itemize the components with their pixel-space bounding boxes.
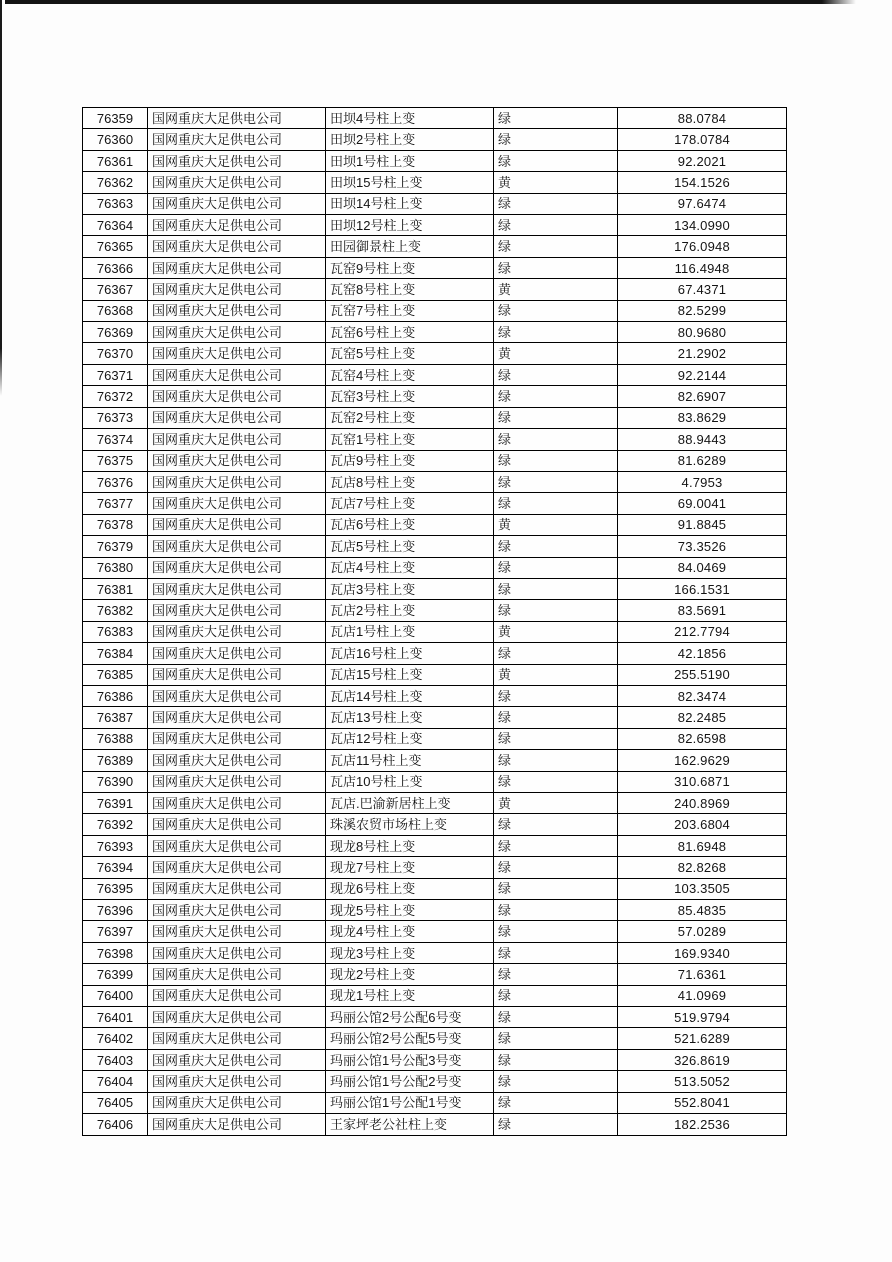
cell-status: 绿 bbox=[494, 236, 618, 257]
cell-company: 国网重庆大足供电公司 bbox=[148, 536, 326, 557]
table-row bbox=[83, 236, 787, 257]
cell-id: 76398 bbox=[83, 942, 148, 963]
cell-company: 国网重庆大足供电公司 bbox=[148, 685, 326, 706]
cell-name: 瓦窑9号柱上变 bbox=[326, 257, 494, 278]
cell-status: 黄 bbox=[494, 343, 618, 364]
cell-id: 76362 bbox=[83, 172, 148, 193]
cell-id: 76367 bbox=[83, 279, 148, 300]
cell-status: 绿 bbox=[494, 493, 618, 514]
cell-status: 绿 bbox=[494, 215, 618, 236]
cell-id: 76392 bbox=[83, 814, 148, 835]
cell-value: 82.5299 bbox=[618, 300, 787, 321]
cell-company: 国网重庆大足供电公司 bbox=[148, 215, 326, 236]
cell-id: 76399 bbox=[83, 964, 148, 985]
cell-company: 国网重庆大足供电公司 bbox=[148, 814, 326, 835]
table-row bbox=[83, 1028, 787, 1049]
cell-company: 国网重庆大足供电公司 bbox=[148, 364, 326, 385]
cell-id: 76396 bbox=[83, 900, 148, 921]
cell-id: 76397 bbox=[83, 921, 148, 942]
cell-value: 513.5052 bbox=[618, 1071, 787, 1092]
cell-value: 4.7953 bbox=[618, 471, 787, 492]
table-row bbox=[83, 279, 787, 300]
cell-id: 76378 bbox=[83, 514, 148, 535]
cell-status: 绿 bbox=[494, 322, 618, 343]
cell-value: 212.7794 bbox=[618, 621, 787, 642]
cell-status: 绿 bbox=[494, 1114, 618, 1136]
cell-value: 83.8629 bbox=[618, 407, 787, 428]
table-row bbox=[83, 172, 787, 193]
cell-value: 82.3474 bbox=[618, 685, 787, 706]
cell-id: 76383 bbox=[83, 621, 148, 642]
table-row bbox=[83, 557, 787, 578]
cell-company: 国网重庆大足供电公司 bbox=[148, 878, 326, 899]
table-row bbox=[83, 835, 787, 856]
cell-value: 103.3505 bbox=[618, 878, 787, 899]
cell-company: 国网重庆大足供电公司 bbox=[148, 450, 326, 471]
cell-value: 82.2485 bbox=[618, 707, 787, 728]
cell-name: 现龙2号柱上变 bbox=[326, 964, 494, 985]
cell-value: 166.1531 bbox=[618, 578, 787, 599]
cell-name: 田坝14号柱上变 bbox=[326, 193, 494, 214]
cell-name: 瓦店1号柱上变 bbox=[326, 621, 494, 642]
cell-company: 国网重庆大足供电公司 bbox=[148, 150, 326, 171]
cell-value: 326.8619 bbox=[618, 1049, 787, 1070]
cell-id: 76381 bbox=[83, 578, 148, 599]
table-row bbox=[83, 1071, 787, 1092]
cell-status: 绿 bbox=[494, 685, 618, 706]
cell-id: 76385 bbox=[83, 664, 148, 685]
cell-company: 国网重庆大足供电公司 bbox=[148, 172, 326, 193]
cell-name: 瓦窑4号柱上变 bbox=[326, 364, 494, 385]
cell-company: 国网重庆大足供电公司 bbox=[148, 386, 326, 407]
table-row bbox=[83, 878, 787, 899]
cell-value: 92.2021 bbox=[618, 150, 787, 171]
cell-value: 82.6907 bbox=[618, 386, 787, 407]
cell-value: 73.3526 bbox=[618, 536, 787, 557]
cell-id: 76374 bbox=[83, 429, 148, 450]
cell-id: 76364 bbox=[83, 215, 148, 236]
cell-company: 国网重庆大足供电公司 bbox=[148, 900, 326, 921]
table-row bbox=[83, 407, 787, 428]
cell-value: 82.8268 bbox=[618, 857, 787, 878]
cell-status: 绿 bbox=[494, 364, 618, 385]
cell-name: 瓦窑7号柱上变 bbox=[326, 300, 494, 321]
cell-value: 178.0784 bbox=[618, 129, 787, 150]
cell-name: 瓦窑8号柱上变 bbox=[326, 279, 494, 300]
cell-company: 国网重庆大足供电公司 bbox=[148, 279, 326, 300]
table-row bbox=[83, 985, 787, 1006]
cell-status: 绿 bbox=[494, 1071, 618, 1092]
table-row bbox=[83, 643, 787, 664]
cell-id: 76390 bbox=[83, 771, 148, 792]
cell-id: 76366 bbox=[83, 257, 148, 278]
cell-id: 76387 bbox=[83, 707, 148, 728]
cell-value: 92.2144 bbox=[618, 364, 787, 385]
cell-value: 162.9629 bbox=[618, 750, 787, 771]
cell-company: 国网重庆大足供电公司 bbox=[148, 643, 326, 664]
cell-value: 134.0990 bbox=[618, 215, 787, 236]
table-row bbox=[83, 664, 787, 685]
cell-company: 国网重庆大足供电公司 bbox=[148, 835, 326, 856]
cell-company: 国网重庆大足供电公司 bbox=[148, 793, 326, 814]
cell-name: 瓦店8号柱上变 bbox=[326, 471, 494, 492]
cell-id: 76368 bbox=[83, 300, 148, 321]
cell-name: 瓦店14号柱上变 bbox=[326, 685, 494, 706]
page-top-edge-bar bbox=[5, 0, 856, 4]
cell-status: 绿 bbox=[494, 1007, 618, 1028]
cell-name: 瓦店4号柱上变 bbox=[326, 557, 494, 578]
cell-company: 国网重庆大足供电公司 bbox=[148, 1071, 326, 1092]
cell-id: 76379 bbox=[83, 536, 148, 557]
table-row bbox=[83, 493, 787, 514]
cell-status: 绿 bbox=[494, 429, 618, 450]
cell-value: 182.2536 bbox=[618, 1114, 787, 1136]
cell-value: 83.5691 bbox=[618, 600, 787, 621]
cell-value: 81.6289 bbox=[618, 450, 787, 471]
cell-id: 76365 bbox=[83, 236, 148, 257]
cell-value: 240.8969 bbox=[618, 793, 787, 814]
cell-status: 绿 bbox=[494, 193, 618, 214]
cell-status: 绿 bbox=[494, 900, 618, 921]
table-row bbox=[83, 1114, 787, 1136]
cell-value: 88.9443 bbox=[618, 429, 787, 450]
cell-status: 绿 bbox=[494, 407, 618, 428]
table-row bbox=[83, 386, 787, 407]
cell-name: 瓦店2号柱上变 bbox=[326, 600, 494, 621]
cell-company: 国网重庆大足供电公司 bbox=[148, 108, 326, 129]
cell-name: 瓦窑3号柱上变 bbox=[326, 386, 494, 407]
cell-status: 绿 bbox=[494, 857, 618, 878]
cell-name: 现龙5号柱上变 bbox=[326, 900, 494, 921]
cell-name: 现龙8号柱上变 bbox=[326, 835, 494, 856]
cell-status: 黄 bbox=[494, 279, 618, 300]
table-row bbox=[83, 450, 787, 471]
cell-status: 绿 bbox=[494, 471, 618, 492]
cell-status: 绿 bbox=[494, 921, 618, 942]
cell-name: 王家坪老公社柱上变 bbox=[326, 1114, 494, 1136]
cell-company: 国网重庆大足供电公司 bbox=[148, 600, 326, 621]
table-row bbox=[83, 471, 787, 492]
table-row bbox=[83, 1007, 787, 1028]
cell-status: 绿 bbox=[494, 750, 618, 771]
cell-status: 绿 bbox=[494, 728, 618, 749]
table-row bbox=[83, 728, 787, 749]
cell-id: 76406 bbox=[83, 1114, 148, 1136]
cell-company: 国网重庆大足供电公司 bbox=[148, 236, 326, 257]
cell-value: 116.4948 bbox=[618, 257, 787, 278]
cell-id: 76404 bbox=[83, 1071, 148, 1092]
cell-value: 82.6598 bbox=[618, 728, 787, 749]
cell-id: 76403 bbox=[83, 1049, 148, 1070]
cell-status: 黄 bbox=[494, 172, 618, 193]
table-row bbox=[83, 129, 787, 150]
cell-value: 176.0948 bbox=[618, 236, 787, 257]
cell-status: 黄 bbox=[494, 514, 618, 535]
cell-company: 国网重庆大足供电公司 bbox=[148, 1028, 326, 1049]
cell-status: 绿 bbox=[494, 450, 618, 471]
cell-name: 田坝15号柱上变 bbox=[326, 172, 494, 193]
cell-status: 绿 bbox=[494, 600, 618, 621]
cell-status: 绿 bbox=[494, 1049, 618, 1070]
cell-value: 97.6474 bbox=[618, 193, 787, 214]
cell-id: 76370 bbox=[83, 343, 148, 364]
cell-value: 88.0784 bbox=[618, 108, 787, 129]
cell-name: 瓦店.巴渝新居柱上变 bbox=[326, 793, 494, 814]
cell-name: 现龙6号柱上变 bbox=[326, 878, 494, 899]
cell-company: 国网重庆大足供电公司 bbox=[148, 621, 326, 642]
table-row bbox=[83, 364, 787, 385]
table-row bbox=[83, 600, 787, 621]
cell-id: 76360 bbox=[83, 129, 148, 150]
cell-company: 国网重庆大足供电公司 bbox=[148, 193, 326, 214]
cell-value: 519.9794 bbox=[618, 1007, 787, 1028]
cell-name: 瓦窑5号柱上变 bbox=[326, 343, 494, 364]
cell-name: 瓦店5号柱上变 bbox=[326, 536, 494, 557]
cell-value: 91.8845 bbox=[618, 514, 787, 535]
cell-id: 76369 bbox=[83, 322, 148, 343]
cell-value: 521.6289 bbox=[618, 1028, 787, 1049]
cell-id: 76386 bbox=[83, 685, 148, 706]
cell-status: 黄 bbox=[494, 793, 618, 814]
cell-company: 国网重庆大足供电公司 bbox=[148, 1007, 326, 1028]
cell-name: 玛丽公馆1号公配2号变 bbox=[326, 1071, 494, 1092]
cell-name: 玛丽公馆1号公配1号变 bbox=[326, 1092, 494, 1113]
table-row bbox=[83, 514, 787, 535]
table-row bbox=[83, 322, 787, 343]
cell-id: 76389 bbox=[83, 750, 148, 771]
cell-status: 绿 bbox=[494, 878, 618, 899]
cell-value: 42.1856 bbox=[618, 643, 787, 664]
cell-status: 黄 bbox=[494, 621, 618, 642]
transformer-table-body bbox=[83, 108, 787, 1136]
cell-name: 田坝4号柱上变 bbox=[326, 108, 494, 129]
cell-value: 57.0289 bbox=[618, 921, 787, 942]
cell-id: 76377 bbox=[83, 493, 148, 514]
table-row bbox=[83, 150, 787, 171]
cell-name: 瓦店13号柱上变 bbox=[326, 707, 494, 728]
cell-name: 瓦店12号柱上变 bbox=[326, 728, 494, 749]
cell-name: 瓦店11号柱上变 bbox=[326, 750, 494, 771]
cell-company: 国网重庆大足供电公司 bbox=[148, 1114, 326, 1136]
cell-id: 76395 bbox=[83, 878, 148, 899]
cell-value: 81.6948 bbox=[618, 835, 787, 856]
cell-value: 80.9680 bbox=[618, 322, 787, 343]
cell-id: 76384 bbox=[83, 643, 148, 664]
table-row bbox=[83, 793, 787, 814]
cell-status: 绿 bbox=[494, 985, 618, 1006]
cell-value: 154.1526 bbox=[618, 172, 787, 193]
cell-status: 绿 bbox=[494, 964, 618, 985]
cell-id: 76400 bbox=[83, 985, 148, 1006]
table-row bbox=[83, 429, 787, 450]
cell-id: 76371 bbox=[83, 364, 148, 385]
cell-company: 国网重庆大足供电公司 bbox=[148, 322, 326, 343]
table-row bbox=[83, 536, 787, 557]
cell-company: 国网重庆大足供电公司 bbox=[148, 1092, 326, 1113]
cell-status: 绿 bbox=[494, 257, 618, 278]
cell-status: 绿 bbox=[494, 150, 618, 171]
cell-name: 现龙7号柱上变 bbox=[326, 857, 494, 878]
cell-value: 85.4835 bbox=[618, 900, 787, 921]
cell-name: 瓦店6号柱上变 bbox=[326, 514, 494, 535]
table-row bbox=[83, 964, 787, 985]
cell-company: 国网重庆大足供电公司 bbox=[148, 343, 326, 364]
cell-id: 76373 bbox=[83, 407, 148, 428]
cell-company: 国网重庆大足供电公司 bbox=[148, 728, 326, 749]
table-row bbox=[83, 942, 787, 963]
cell-name: 瓦店10号柱上变 bbox=[326, 771, 494, 792]
cell-company: 国网重庆大足供电公司 bbox=[148, 1049, 326, 1070]
cell-name: 玛丽公馆1号公配3号变 bbox=[326, 1049, 494, 1070]
cell-name: 玛丽公馆2号公配5号变 bbox=[326, 1028, 494, 1049]
cell-status: 绿 bbox=[494, 707, 618, 728]
table-row bbox=[83, 771, 787, 792]
cell-company: 国网重庆大足供电公司 bbox=[148, 300, 326, 321]
cell-company: 国网重庆大足供电公司 bbox=[148, 429, 326, 450]
cell-id: 76394 bbox=[83, 857, 148, 878]
cell-id: 76372 bbox=[83, 386, 148, 407]
table-row bbox=[83, 215, 787, 236]
cell-value: 203.6804 bbox=[618, 814, 787, 835]
cell-status: 绿 bbox=[494, 300, 618, 321]
cell-value: 169.9340 bbox=[618, 942, 787, 963]
cell-value: 84.0469 bbox=[618, 557, 787, 578]
cell-name: 田坝1号柱上变 bbox=[326, 150, 494, 171]
cell-id: 76361 bbox=[83, 150, 148, 171]
cell-id: 76405 bbox=[83, 1092, 148, 1113]
cell-name: 田园御景柱上变 bbox=[326, 236, 494, 257]
cell-value: 552.8041 bbox=[618, 1092, 787, 1113]
table-row bbox=[83, 750, 787, 771]
cell-status: 绿 bbox=[494, 578, 618, 599]
cell-value: 310.6871 bbox=[618, 771, 787, 792]
cell-status: 绿 bbox=[494, 771, 618, 792]
table-row bbox=[83, 1049, 787, 1070]
cell-company: 国网重庆大足供电公司 bbox=[148, 664, 326, 685]
cell-id: 76393 bbox=[83, 835, 148, 856]
cell-name: 瓦店15号柱上变 bbox=[326, 664, 494, 685]
cell-name: 田坝12号柱上变 bbox=[326, 215, 494, 236]
cell-status: 绿 bbox=[494, 942, 618, 963]
cell-company: 国网重庆大足供电公司 bbox=[148, 771, 326, 792]
cell-company: 国网重庆大足供电公司 bbox=[148, 514, 326, 535]
cell-id: 76402 bbox=[83, 1028, 148, 1049]
page-left-edge-line bbox=[0, 0, 2, 396]
cell-company: 国网重庆大足供电公司 bbox=[148, 942, 326, 963]
table-row bbox=[83, 1092, 787, 1113]
cell-id: 76376 bbox=[83, 471, 148, 492]
cell-id: 76363 bbox=[83, 193, 148, 214]
cell-name: 现龙3号柱上变 bbox=[326, 942, 494, 963]
transformer-load-table bbox=[82, 107, 787, 1136]
cell-value: 21.2902 bbox=[618, 343, 787, 364]
cell-company: 国网重庆大足供电公司 bbox=[148, 707, 326, 728]
cell-id: 76359 bbox=[83, 108, 148, 129]
cell-company: 国网重庆大足供电公司 bbox=[148, 921, 326, 942]
cell-company: 国网重庆大足供电公司 bbox=[148, 129, 326, 150]
cell-name: 现龙1号柱上变 bbox=[326, 985, 494, 1006]
cell-id: 76401 bbox=[83, 1007, 148, 1028]
cell-name: 瓦店9号柱上变 bbox=[326, 450, 494, 471]
cell-status: 绿 bbox=[494, 643, 618, 664]
cell-status: 绿 bbox=[494, 108, 618, 129]
table-row bbox=[83, 343, 787, 364]
table-row bbox=[83, 900, 787, 921]
table-row bbox=[83, 685, 787, 706]
cell-company: 国网重庆大足供电公司 bbox=[148, 257, 326, 278]
cell-id: 76380 bbox=[83, 557, 148, 578]
cell-company: 国网重庆大足供电公司 bbox=[148, 493, 326, 514]
table-row bbox=[83, 707, 787, 728]
cell-name: 瓦窑1号柱上变 bbox=[326, 429, 494, 450]
table-row bbox=[83, 578, 787, 599]
cell-status: 绿 bbox=[494, 1092, 618, 1113]
cell-status: 绿 bbox=[494, 1028, 618, 1049]
cell-company: 国网重庆大足供电公司 bbox=[148, 857, 326, 878]
cell-status: 黄 bbox=[494, 664, 618, 685]
cell-value: 69.0041 bbox=[618, 493, 787, 514]
table-row bbox=[83, 108, 787, 129]
cell-status: 绿 bbox=[494, 557, 618, 578]
cell-company: 国网重庆大足供电公司 bbox=[148, 985, 326, 1006]
cell-company: 国网重庆大足供电公司 bbox=[148, 750, 326, 771]
cell-status: 绿 bbox=[494, 835, 618, 856]
cell-status: 绿 bbox=[494, 129, 618, 150]
cell-name: 瓦窑2号柱上变 bbox=[326, 407, 494, 428]
cell-name: 田坝2号柱上变 bbox=[326, 129, 494, 150]
cell-company: 国网重庆大足供电公司 bbox=[148, 964, 326, 985]
table-row bbox=[83, 621, 787, 642]
cell-company: 国网重庆大足供电公司 bbox=[148, 407, 326, 428]
cell-name: 现龙4号柱上变 bbox=[326, 921, 494, 942]
table-row bbox=[83, 814, 787, 835]
cell-name: 玛丽公馆2号公配6号变 bbox=[326, 1007, 494, 1028]
cell-status: 绿 bbox=[494, 536, 618, 557]
table-row bbox=[83, 257, 787, 278]
cell-id: 76388 bbox=[83, 728, 148, 749]
cell-id: 76382 bbox=[83, 600, 148, 621]
cell-status: 绿 bbox=[494, 386, 618, 407]
cell-value: 41.0969 bbox=[618, 985, 787, 1006]
cell-name: 珠溪农贸市场柱上变 bbox=[326, 814, 494, 835]
table-row bbox=[83, 857, 787, 878]
cell-name: 瓦店3号柱上变 bbox=[326, 578, 494, 599]
table-row bbox=[83, 193, 787, 214]
cell-status: 绿 bbox=[494, 814, 618, 835]
cell-company: 国网重庆大足供电公司 bbox=[148, 471, 326, 492]
cell-id: 76375 bbox=[83, 450, 148, 471]
table-row bbox=[83, 300, 787, 321]
cell-value: 67.4371 bbox=[618, 279, 787, 300]
cell-name: 瓦窑6号柱上变 bbox=[326, 322, 494, 343]
cell-name: 瓦店16号柱上变 bbox=[326, 643, 494, 664]
cell-value: 71.6361 bbox=[618, 964, 787, 985]
cell-name: 瓦店7号柱上变 bbox=[326, 493, 494, 514]
cell-company: 国网重庆大足供电公司 bbox=[148, 557, 326, 578]
cell-id: 76391 bbox=[83, 793, 148, 814]
cell-company: 国网重庆大足供电公司 bbox=[148, 578, 326, 599]
cell-value: 255.5190 bbox=[618, 664, 787, 685]
table-row bbox=[83, 921, 787, 942]
